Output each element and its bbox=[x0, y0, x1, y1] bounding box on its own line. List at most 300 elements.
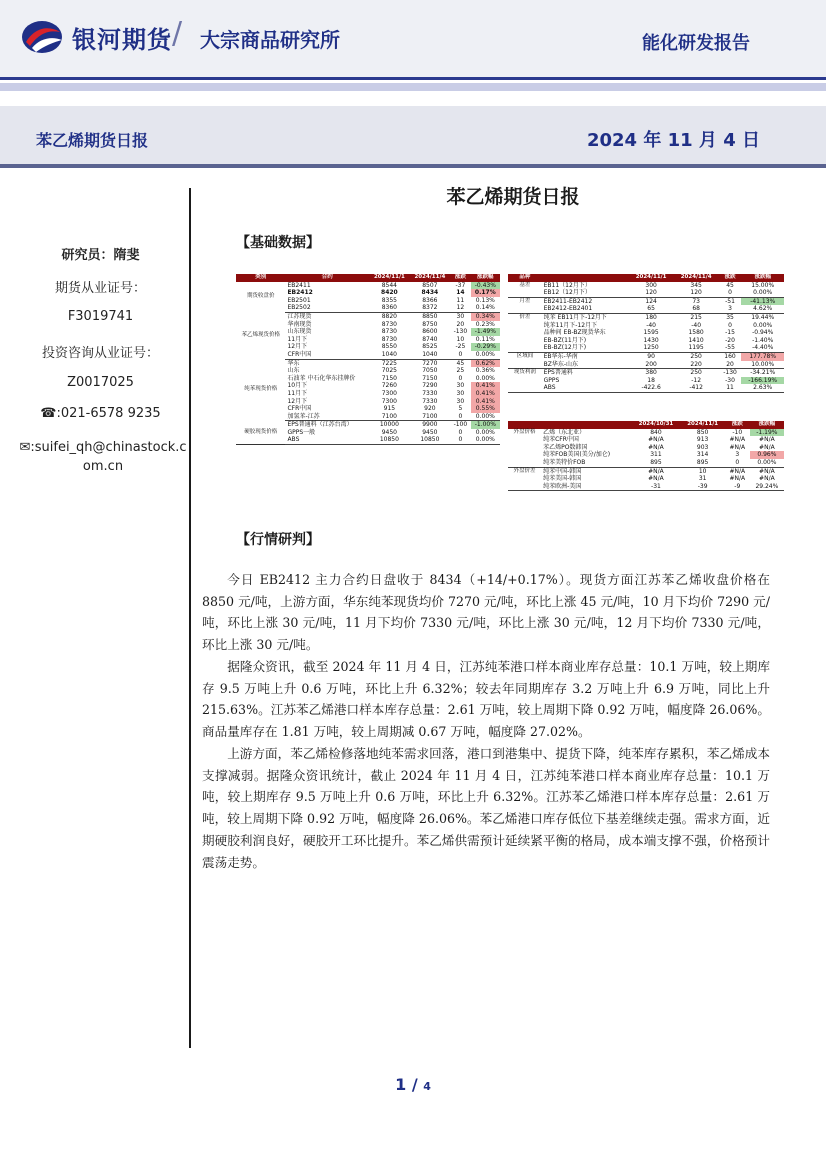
value-cell: 8525 bbox=[422, 343, 438, 351]
value-cell: 850 bbox=[696, 428, 709, 436]
analysis-paragraph: 上游方面，苯乙烯检修落地纯苯需求回落，港口到港集中、提货下降，纯苯库存累积，苯乙烯成本支撑减弱。据隆众资讯统计，截止 2024 年 11 月 4 日，江苏纯苯港口样本商业库存总量：10.1 万吨，较上期库存 9.5 万吨上升 0.6 万吨，环比上升 6.32%。江苏苯乙烯港口样本库存总量：2.61 万吨，较上周期下降 0.92 万吨，幅度降 26.06%。苯乙烯港口库存低位下基差继续走强。需求方面，近期硬胶利润良好，硬胶开工环比提升。苯乙烯供需预计延续紧平衡的格局，成本端支撑不强，价格预计震荡走势。 bbox=[202, 746, 770, 870]
row-group-label: 苯乙烯现货价格 bbox=[241, 331, 280, 338]
value-cell: 8434 bbox=[421, 289, 439, 297]
analysis-paragraph: 今日 EB2412 主力合约日盘收于 8434（+14/+0.17%）。现货方面江苏苯乙烯收盘价格在 8850 元/吨，上游方面，华东纯苯现货均价 7270 元/吨，环比上涨 45 元/吨，10 月下均价 7290 元/吨，环比上涨 30 元/吨，11 月下均价 7330 元/吨，环比上涨 30 元/吨，12 月下均价 7330 元/吨，环比上涨 30 元/吨。 bbox=[202, 572, 770, 653]
column-header: 2024/11/1 bbox=[369, 274, 410, 282]
value-cell: #N/A bbox=[648, 436, 664, 444]
column-header: 品种 bbox=[508, 274, 542, 282]
row-item: GPPS bbox=[543, 376, 560, 384]
column-header: 涨跌幅 bbox=[741, 274, 784, 282]
percent-cell: #N/A bbox=[759, 443, 775, 451]
row-group-label bbox=[508, 344, 542, 352]
change-cell: 30 bbox=[456, 312, 465, 320]
percent-cell: 0.00% bbox=[750, 459, 784, 467]
value-cell: 7225 bbox=[381, 359, 398, 367]
report-date: 2024 年 11 月 4 日 bbox=[586, 130, 760, 151]
page-number bbox=[0, 1075, 826, 1094]
percent-cell: 0.36% bbox=[475, 367, 495, 375]
table-row bbox=[508, 352, 784, 360]
percent-cell: 0.00% bbox=[471, 413, 500, 421]
value-cell: 903 bbox=[696, 443, 709, 451]
row-item: BZ华东-山东 bbox=[542, 361, 629, 369]
subtitle-rule bbox=[0, 164, 826, 168]
value-cell: 8750 bbox=[422, 320, 438, 328]
researcher-name: 研究员：隋斐 bbox=[61, 248, 140, 263]
percent-cell: -1.19% bbox=[750, 429, 784, 437]
section-basic-data: 【基础数据】 bbox=[236, 235, 320, 251]
spread-table bbox=[508, 274, 784, 393]
percent-cell: 0.62% bbox=[471, 359, 500, 367]
page-sep: / bbox=[406, 1075, 424, 1094]
change-cell: 30 bbox=[456, 397, 465, 405]
column-header: 2024/11/4 bbox=[674, 274, 719, 282]
percent-cell: #N/A bbox=[759, 436, 775, 444]
change-cell: #N/A bbox=[729, 436, 746, 444]
row-group-label bbox=[508, 436, 541, 444]
table-row bbox=[236, 421, 500, 429]
change-cell: 0 bbox=[725, 459, 750, 467]
value-cell: 895 bbox=[631, 459, 680, 467]
value-cell: 8820 bbox=[381, 312, 398, 320]
change-cell: 5 bbox=[458, 405, 463, 413]
change-cell: 45 bbox=[726, 281, 734, 289]
percent-cell: -0.29% bbox=[471, 343, 500, 351]
table-row bbox=[508, 329, 784, 337]
percent-cell: -1.49% bbox=[471, 328, 500, 336]
percent-cell: #N/A bbox=[759, 467, 775, 475]
value-cell: 8360 bbox=[369, 304, 410, 312]
percent-cell: 29.24% bbox=[750, 483, 784, 491]
table-row bbox=[508, 459, 784, 467]
percent-cell: 0.13% bbox=[475, 296, 495, 304]
column-header: 涨跌幅 bbox=[471, 274, 500, 282]
percent-cell: 0.96% bbox=[750, 451, 784, 459]
row-group-label bbox=[508, 444, 541, 452]
value-cell: 913 bbox=[696, 436, 709, 444]
value-cell: 7330 bbox=[422, 389, 438, 397]
row-item: 纯苯美国-韩国 bbox=[543, 475, 582, 483]
change-cell: 10 bbox=[456, 335, 465, 343]
percent-cell: 0.00% bbox=[471, 436, 500, 444]
value-cell: 215 bbox=[690, 313, 702, 321]
change-cell: -55 bbox=[719, 344, 742, 352]
change-cell: -9 bbox=[725, 483, 750, 491]
change-cell: #N/A bbox=[729, 467, 746, 475]
row-item: EB12（12月下） bbox=[542, 289, 629, 297]
value-cell: 10850 bbox=[410, 436, 451, 444]
column-header: 涨跌 bbox=[719, 274, 742, 282]
row-item: 江苏现货 bbox=[287, 312, 312, 320]
report-type: 能化研发报告 bbox=[642, 33, 750, 54]
change-cell: 11 bbox=[456, 296, 465, 304]
value-cell: 68 bbox=[674, 305, 719, 313]
percent-cell: 0.00% bbox=[475, 374, 495, 382]
value-cell: 380 bbox=[645, 369, 657, 377]
row-item: 纯苯CFR中国 bbox=[543, 436, 579, 444]
page-total: 4 bbox=[423, 1080, 431, 1093]
row-item: 纯苯中国-韩国 bbox=[543, 467, 582, 475]
table-row bbox=[508, 384, 784, 392]
percent-cell: 0.23% bbox=[475, 320, 495, 328]
brand-name: 银河期货 bbox=[72, 26, 172, 54]
change-cell: 160 bbox=[724, 352, 736, 360]
value-cell: 7270 bbox=[422, 359, 438, 367]
row-item: CFR中国 bbox=[287, 405, 312, 413]
column-header: 涨跌 bbox=[450, 274, 471, 282]
row-item: 华南现货 bbox=[287, 320, 312, 328]
value-cell: 311 bbox=[650, 451, 662, 459]
change-cell: 0 bbox=[450, 351, 471, 359]
value-cell: 1430 bbox=[643, 336, 659, 344]
column-header: 涨跌 bbox=[725, 421, 750, 429]
row-item: 纯苯美特价FOB bbox=[541, 459, 631, 467]
row-group-label bbox=[508, 459, 541, 467]
percent-cell: -166.19% bbox=[741, 377, 784, 385]
table-row bbox=[508, 313, 784, 321]
change-cell: 3 bbox=[735, 451, 740, 459]
row-group-label bbox=[508, 305, 542, 313]
change-cell: 0 bbox=[450, 436, 471, 444]
value-cell: 250 bbox=[690, 369, 702, 377]
value-cell: 200 bbox=[629, 361, 674, 369]
table-row bbox=[508, 436, 784, 444]
column-header bbox=[542, 274, 629, 282]
value-cell: #N/A bbox=[648, 475, 664, 483]
change-cell: 30 bbox=[456, 389, 465, 397]
row-item: EB2411-EB2412 bbox=[543, 297, 593, 305]
report-subtitle: 苯乙烯期货日报 bbox=[36, 131, 149, 150]
row-group-label bbox=[508, 329, 542, 337]
row-group-label: 纯苯现货价格 bbox=[244, 386, 278, 393]
percent-cell: -41.13% bbox=[741, 297, 784, 305]
overseas-table bbox=[508, 421, 784, 491]
value-cell: 1040 bbox=[369, 351, 410, 359]
logo-icon bbox=[20, 18, 66, 56]
value-cell: 180 bbox=[645, 313, 657, 321]
value-cell: -412 bbox=[674, 384, 719, 392]
value-cell: 920 bbox=[424, 405, 436, 413]
table-row bbox=[236, 282, 500, 290]
row-item: CFR中国 bbox=[285, 351, 369, 359]
change-cell: 14 bbox=[456, 289, 465, 297]
value-cell: -40 bbox=[691, 321, 702, 329]
value-cell: 895 bbox=[681, 459, 725, 467]
value-cell: 7260 bbox=[381, 382, 398, 390]
percent-cell: -0.94% bbox=[752, 329, 774, 337]
value-cell: 8730 bbox=[381, 335, 398, 343]
row-group-label: 现货利润 bbox=[513, 369, 536, 376]
row-group-label: 区域间 bbox=[516, 352, 534, 359]
value-cell: 1410 bbox=[688, 336, 704, 344]
value-cell: 10850 bbox=[369, 436, 410, 444]
value-cell: -39 bbox=[681, 483, 725, 491]
value-cell: #N/A bbox=[648, 467, 664, 475]
value-cell: 1595 bbox=[643, 329, 659, 337]
percent-cell: 0.41% bbox=[471, 390, 500, 398]
row-item: EB-BZ(11月下) bbox=[543, 336, 587, 344]
futures-spot-table bbox=[236, 274, 500, 445]
row-item: 10月下 bbox=[287, 382, 308, 390]
table-row bbox=[508, 297, 784, 305]
change-cell: 0 bbox=[450, 413, 471, 421]
row-item: 华东 bbox=[287, 359, 300, 367]
row-group-label: 硬胶现货价格 bbox=[244, 428, 278, 435]
sidebar-divider bbox=[189, 188, 191, 1048]
table-row bbox=[508, 451, 784, 459]
row-item: EB-BZ(12月下) bbox=[542, 344, 629, 352]
value-cell: 7150 bbox=[381, 374, 398, 382]
value-cell: 65 bbox=[629, 305, 674, 313]
row-item: EB2412-EB2401 bbox=[542, 305, 629, 313]
row-item: 山东现货 bbox=[287, 328, 312, 336]
row-item: EB2411 bbox=[287, 281, 311, 289]
row-group-label bbox=[508, 377, 542, 385]
change-cell: -15 bbox=[725, 329, 735, 337]
row-item: 苯乙烯PO数韩国 bbox=[543, 443, 588, 451]
table-row bbox=[508, 475, 784, 483]
value-cell: 8355 bbox=[381, 296, 398, 304]
row-item: 品种间 EB-BZ现货华东 bbox=[543, 329, 606, 337]
column-header: 2024/11/1 bbox=[629, 274, 674, 282]
percent-cell: -1.00% bbox=[471, 421, 500, 429]
row-group-label bbox=[508, 475, 541, 483]
change-cell: 20 bbox=[456, 320, 465, 328]
row-group-label: 期货收盘价 bbox=[246, 293, 275, 300]
percent-cell: 0.00% bbox=[475, 428, 495, 436]
phone-number: ☎:021-6578 9235 bbox=[40, 406, 161, 421]
change-cell: -130 bbox=[723, 369, 737, 377]
change-cell: 0 bbox=[458, 374, 463, 382]
column-header: 合约 bbox=[285, 274, 369, 282]
value-cell: 220 bbox=[674, 361, 719, 369]
value-cell: 9450 bbox=[381, 428, 398, 436]
value-cell: 8544 bbox=[381, 281, 398, 289]
value-cell: 8507 bbox=[422, 281, 438, 289]
change-cell: 30 bbox=[456, 382, 465, 390]
value-cell: 7050 bbox=[422, 367, 438, 375]
column-header: 2024/10/31 bbox=[631, 421, 680, 429]
value-cell: 8740 bbox=[422, 335, 438, 343]
percent-cell: -4.40% bbox=[741, 344, 784, 352]
table-header-row bbox=[508, 274, 784, 282]
value-cell: 120 bbox=[674, 289, 719, 297]
column-header bbox=[508, 421, 541, 429]
row-item: 纯苯FOB美国(美分/加仑) bbox=[543, 451, 611, 459]
value-cell: 8730 bbox=[381, 328, 398, 336]
change-cell: 20 bbox=[719, 361, 742, 369]
row-group-label bbox=[508, 337, 542, 345]
row-item: 加氢苯-江苏 bbox=[285, 413, 369, 421]
change-cell: #N/A bbox=[729, 475, 746, 483]
change-cell: -20 bbox=[725, 336, 735, 344]
table-row bbox=[508, 483, 784, 491]
percent-cell: -34.21% bbox=[750, 369, 776, 377]
value-cell: -422.6 bbox=[629, 384, 674, 392]
table-row bbox=[236, 359, 500, 367]
table-row bbox=[508, 344, 784, 352]
row-item: 纯苯 EB11月下-12月下 bbox=[543, 313, 607, 321]
percent-cell: 2.63% bbox=[741, 384, 784, 392]
page-current: 1 bbox=[395, 1075, 407, 1094]
row-group-label bbox=[508, 384, 542, 392]
value-cell: -12 bbox=[691, 376, 702, 384]
value-cell: 7150 bbox=[422, 374, 438, 382]
percent-cell: 0.34% bbox=[471, 312, 500, 320]
row-item: ABS bbox=[542, 384, 629, 392]
row-group-label bbox=[508, 451, 541, 459]
row-group-label: 价差 bbox=[519, 313, 531, 320]
value-cell: 7330 bbox=[422, 397, 438, 405]
percent-cell: 0.55% bbox=[471, 405, 500, 413]
value-cell: 90 bbox=[647, 352, 655, 360]
table-row bbox=[508, 289, 784, 297]
value-cell: 345 bbox=[690, 281, 702, 289]
email-address[interactable]: ✉:suifei_qh@chinastock.com.cn bbox=[19, 440, 187, 474]
value-cell: 250 bbox=[690, 352, 702, 360]
change-cell: -51 bbox=[725, 297, 735, 305]
value-cell: 8372 bbox=[410, 304, 451, 312]
analysis-paragraph: 据隆众资讯，截至 2024 年 11 月 4 日，江苏纯苯港口样本商业库存总量：10.1 万吨，较上期库存 9.5 万吨上升 0.6 万吨，环比上升 6.32%；较去年同期库存 3.2 万吨上升 6.9 万吨，同比上升 215.63%。江苏苯乙烯港口样本库存总量：2.61 万吨，较上周期下降 0.92 万吨，幅度降 26.06%。商品量库存在 1.81 万吨，较上周期减 0.67 万吨，幅度降 27.02%。 bbox=[202, 659, 770, 740]
percent-cell: 177.78% bbox=[741, 352, 784, 360]
row-item: 石油苯 中石化华东挂牌价 bbox=[287, 374, 356, 382]
change-cell: -100 bbox=[453, 421, 468, 429]
column-header: 2024/11/1 bbox=[681, 421, 725, 429]
table-row bbox=[508, 361, 784, 369]
change-cell: 45 bbox=[456, 359, 465, 367]
row-group-label: 基差 bbox=[519, 281, 531, 288]
value-cell: 9900 bbox=[422, 421, 438, 429]
value-cell: 1580 bbox=[688, 329, 704, 337]
value-cell: 915 bbox=[383, 405, 396, 413]
row-item: EB2501 bbox=[287, 296, 311, 304]
change-cell: -37 bbox=[455, 281, 466, 289]
column-header: 2024/11/4 bbox=[410, 274, 451, 282]
table-row bbox=[508, 467, 784, 475]
value-cell: 8366 bbox=[422, 296, 438, 304]
row-item: GPPS一般 bbox=[287, 428, 316, 436]
percent-cell: 0.00% bbox=[753, 321, 773, 329]
license-number: F3019741 bbox=[67, 309, 134, 324]
table-row bbox=[508, 305, 784, 313]
percent-cell: 15.00% bbox=[751, 281, 775, 289]
change-cell: -25 bbox=[455, 343, 466, 351]
row-item: ABS bbox=[285, 436, 369, 444]
value-cell: 1195 bbox=[674, 344, 719, 352]
row-item: EPS普通料（江苏台湾） bbox=[287, 421, 353, 429]
change-cell: 0 bbox=[728, 321, 732, 329]
value-cell: 10 bbox=[698, 467, 707, 475]
row-group-label bbox=[508, 361, 542, 369]
table-header-row bbox=[236, 274, 500, 282]
change-cell: 0 bbox=[719, 289, 742, 297]
section-market-view: 【行情研判】 bbox=[236, 532, 320, 548]
row-item: 11月下 bbox=[287, 335, 308, 343]
change-cell: 3 bbox=[719, 305, 742, 313]
percent-cell: 4.62% bbox=[741, 305, 784, 313]
change-cell: 11 bbox=[719, 384, 742, 392]
table-row bbox=[236, 312, 500, 320]
percent-cell: 0.11% bbox=[475, 335, 495, 343]
page-title: 苯乙烯期货日报 bbox=[446, 186, 580, 208]
row-item: EB2412 bbox=[287, 289, 313, 297]
value-cell: 840 bbox=[650, 428, 662, 436]
row-item: EPS普通料 bbox=[543, 369, 573, 377]
percent-cell: -0.43% bbox=[471, 282, 500, 290]
consult-number: Z0017025 bbox=[67, 375, 134, 390]
row-group-label bbox=[508, 322, 542, 330]
value-cell: 8420 bbox=[381, 289, 398, 297]
column-header: 类别 bbox=[236, 274, 285, 282]
percent-cell: 10.00% bbox=[741, 361, 784, 369]
value-cell: 7300 bbox=[381, 397, 398, 405]
value-cell: 314 bbox=[696, 451, 709, 459]
change-cell: 12 bbox=[450, 304, 471, 312]
value-cell: 8850 bbox=[422, 312, 438, 320]
value-cell: 7100 bbox=[410, 413, 451, 421]
percent-cell: 0.00% bbox=[471, 351, 500, 359]
table-row bbox=[508, 377, 784, 385]
value-cell: 8730 bbox=[381, 320, 398, 328]
column-header bbox=[541, 421, 631, 429]
value-cell: 73 bbox=[692, 297, 700, 305]
change-cell: -130 bbox=[453, 328, 468, 336]
value-cell: -31 bbox=[631, 483, 680, 491]
value-cell: 300 bbox=[645, 281, 657, 289]
row-item: 乙烯（东北亚） bbox=[543, 428, 586, 436]
value-cell: 7300 bbox=[381, 389, 398, 397]
row-item: EB2502 bbox=[285, 304, 369, 312]
percent-cell: -1.40% bbox=[752, 336, 774, 344]
institute-name: 大宗商品研究所 bbox=[200, 28, 340, 52]
value-cell: 8550 bbox=[381, 343, 398, 351]
row-item: 山东 bbox=[287, 367, 300, 375]
table-header-row bbox=[508, 421, 784, 429]
row-item: 11月下 bbox=[287, 389, 308, 397]
value-cell: 31 bbox=[698, 475, 707, 483]
value-cell: 8600 bbox=[422, 328, 438, 336]
header-stripe bbox=[0, 83, 826, 91]
change-cell: 35 bbox=[726, 313, 734, 321]
value-cell: 7290 bbox=[422, 382, 438, 390]
change-cell: -10 bbox=[732, 428, 743, 436]
row-group-label bbox=[508, 289, 542, 297]
row-item: 纯苯欧洲-美国 bbox=[541, 483, 631, 491]
percent-cell: 0.00% bbox=[741, 289, 784, 297]
consult-label: 投资咨询从业证号： bbox=[41, 346, 159, 361]
value-cell: 9450 bbox=[422, 428, 438, 436]
row-group-label: 外盘价差 bbox=[513, 467, 536, 474]
row-item: EB11（12月下） bbox=[543, 281, 591, 289]
change-cell: 25 bbox=[456, 367, 465, 375]
change-cell: #N/A bbox=[729, 443, 746, 451]
change-cell: 0 bbox=[458, 428, 463, 436]
percent-cell: 0.41% bbox=[471, 382, 500, 390]
row-item: EB华东-华南 bbox=[543, 352, 578, 360]
value-cell: 7100 bbox=[369, 413, 410, 421]
value-cell: 7025 bbox=[381, 367, 398, 375]
row-group-label: 外盘价格 bbox=[513, 428, 536, 435]
value-cell: 10000 bbox=[379, 421, 399, 429]
value-cell: 1250 bbox=[629, 344, 674, 352]
percent-cell: 0.41% bbox=[471, 398, 500, 406]
value-cell: -40 bbox=[646, 321, 657, 329]
row-item: 纯苯11月下-12月下 bbox=[543, 321, 598, 329]
brand-separator: / bbox=[172, 16, 183, 51]
row-item: 12月下 bbox=[287, 343, 308, 351]
table-row bbox=[508, 369, 784, 377]
value-cell: #N/A bbox=[648, 443, 664, 451]
percent-cell: 19.44% bbox=[751, 313, 775, 321]
